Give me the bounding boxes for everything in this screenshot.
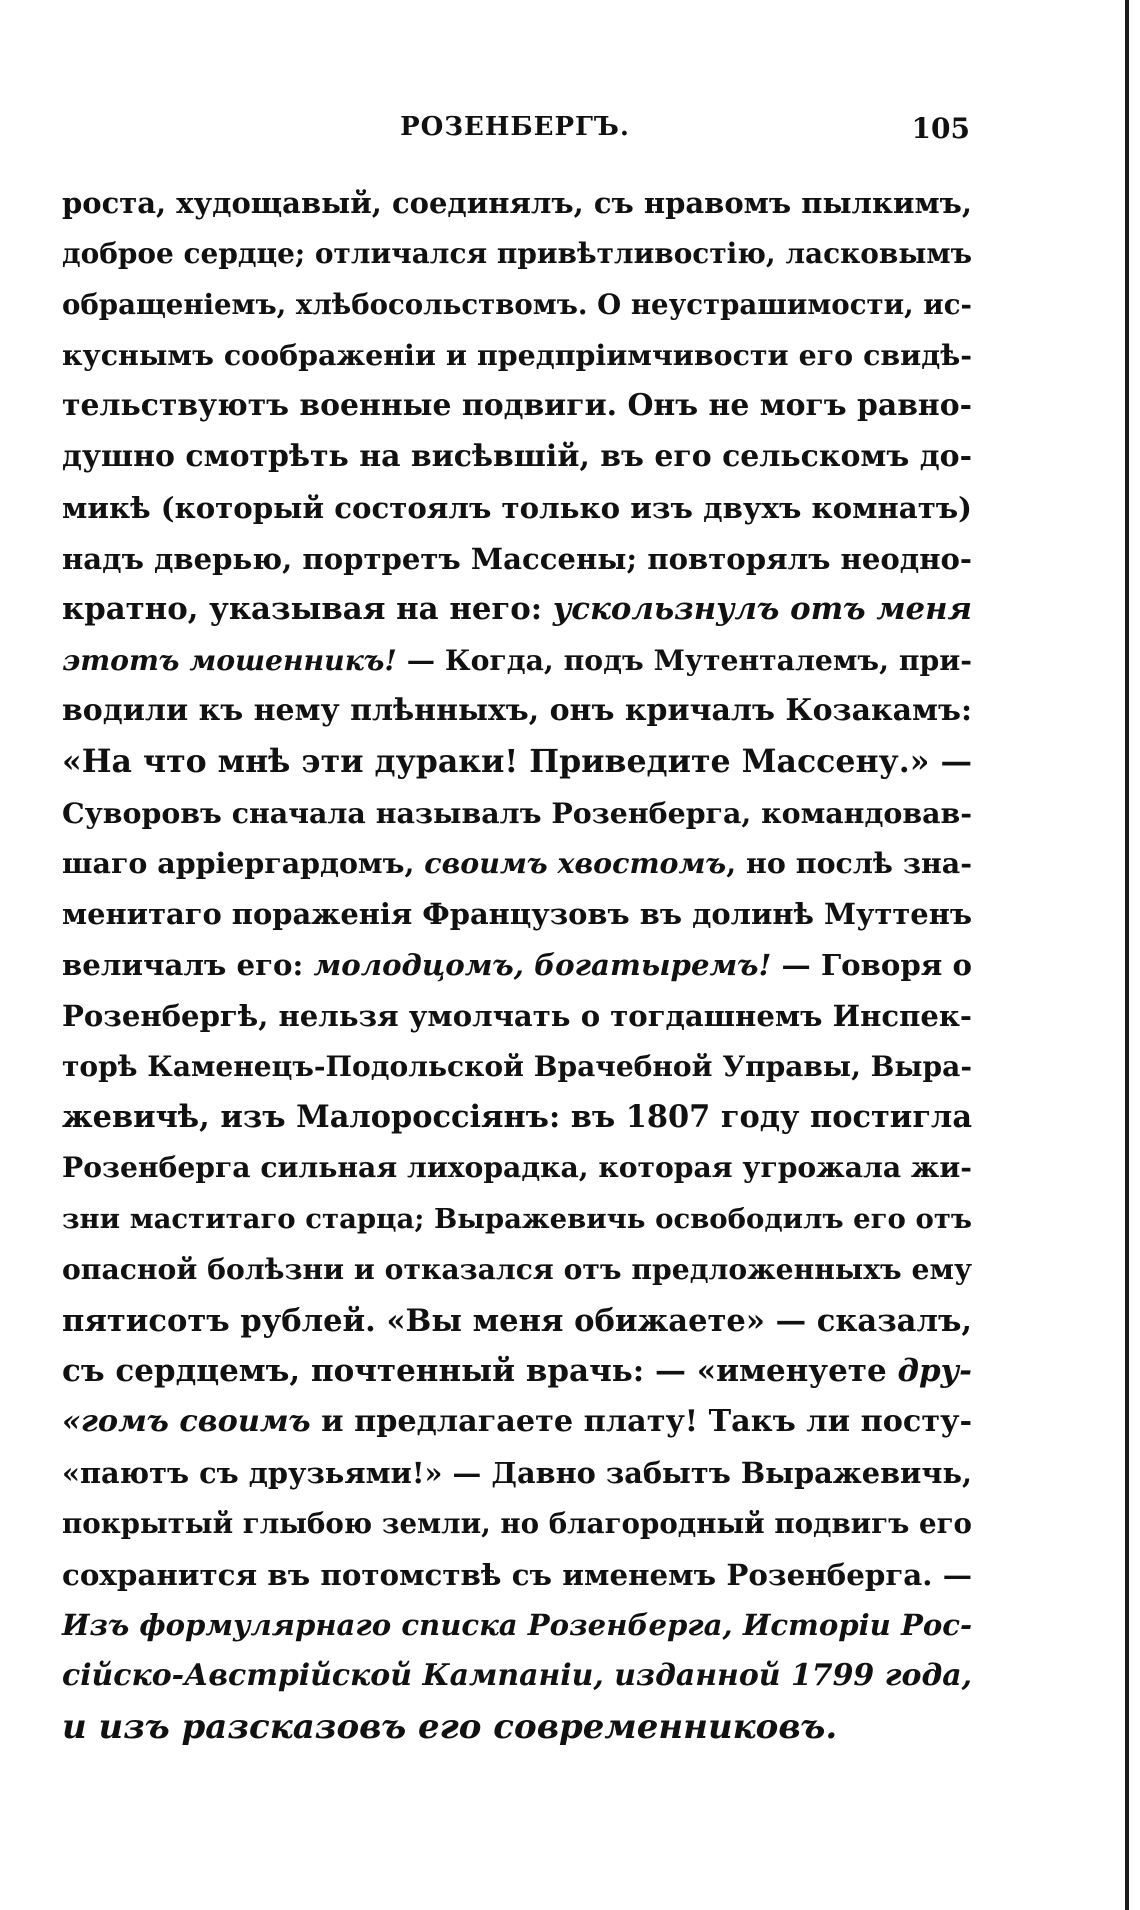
text-segment: Розенберга сильная лихорадка, которая угрожала жи- bbox=[62, 1151, 972, 1185]
text-line bbox=[62, 838, 972, 889]
text-segment: и предлагаете плату! Такъ ли посту- bbox=[310, 1404, 973, 1440]
text-segment: тельствуютъ военные подвиги. Онъ не могъ равно- bbox=[62, 388, 972, 424]
text-segment: куснымъ соображеніи и предпріимчивости его свидѣ- bbox=[62, 338, 972, 373]
text-segment: обращеніемъ, хлѣбосольствомъ. О неустрашимости, ис- bbox=[62, 287, 972, 321]
text-segment: пятисотъ рублей. «Вы меня обижаете» — сказалъ, bbox=[62, 1302, 972, 1339]
text-line bbox=[62, 1143, 972, 1194]
text-line bbox=[62, 1092, 972, 1143]
page-edge-rule bbox=[1125, 0, 1129, 1910]
text-line bbox=[62, 940, 972, 991]
text-line bbox=[62, 1448, 972, 1499]
text-segment: роста, худощавый, соединялъ, съ нравомъ пылкимъ, bbox=[62, 186, 972, 220]
text-segment: Розенбергѣ, нельзя умолчать о тогдашнемъ Инспек- bbox=[62, 998, 972, 1033]
text-line bbox=[62, 991, 972, 1042]
text-line bbox=[62, 1499, 972, 1550]
italic-text-segment: ускользнулъ отъ меня bbox=[552, 591, 973, 628]
text-segment: «паютъ съ друзьями!» — Давно забытъ Выражевичь, bbox=[62, 1455, 972, 1490]
text-segment: , но послѣ зна- bbox=[726, 846, 973, 881]
page-header bbox=[60, 112, 970, 152]
text-segment: — Говоря о bbox=[771, 947, 973, 982]
text-segment: душно смотрѣть на висѣвшій, въ его сельскомъ до- bbox=[62, 438, 972, 474]
text-line bbox=[62, 1042, 972, 1093]
italic-text-segment: «гомъ своимъ bbox=[62, 1404, 311, 1440]
text-line bbox=[62, 1194, 972, 1245]
text-segment: торѣ Каменецъ-Подольской Врачебной Управы, Выра- bbox=[62, 1049, 972, 1083]
text-line bbox=[62, 788, 972, 839]
italic-text-segment: своимъ хвостомъ bbox=[424, 846, 727, 881]
text-segment: менитаго пораженія Французовъ въ долинѣ Муттенъ bbox=[62, 897, 973, 932]
text-segment: зни маститаго старца; Выражевичь освободилъ его отъ bbox=[62, 1202, 972, 1235]
page-number: 105 bbox=[911, 112, 970, 145]
text-line bbox=[62, 1550, 972, 1601]
text-segment: водили къ нему плѣнныхъ, онъ кричалъ Козакамъ: bbox=[62, 692, 972, 728]
text-line bbox=[62, 584, 972, 635]
text-segment: доброе сердце; отличался привѣтливостію, ласковымъ bbox=[62, 236, 972, 270]
text-line bbox=[62, 686, 972, 737]
text-segment: жевичѣ, изъ Малороссіянъ: въ 1807 году постигла bbox=[62, 1099, 972, 1136]
italic-text-segment: и изъ разсказовъ его современниковъ. bbox=[62, 1706, 838, 1747]
text-line bbox=[62, 1296, 972, 1347]
body-text bbox=[62, 178, 972, 1753]
text-line bbox=[62, 737, 972, 788]
text-line bbox=[62, 1245, 972, 1296]
text-line bbox=[62, 1600, 972, 1651]
running-head: РОЗЕНБЕРГЪ. bbox=[400, 112, 630, 142]
text-segment: съ сердцемъ, почтенный врачь: — «именуете bbox=[62, 1353, 898, 1390]
text-line bbox=[62, 381, 972, 432]
text-line bbox=[62, 1651, 972, 1702]
text-line bbox=[62, 432, 972, 483]
text-segment: величалъ его: bbox=[62, 947, 314, 982]
text-line bbox=[62, 1346, 972, 1397]
italic-text-segment: этотъ мошенникъ! bbox=[62, 643, 397, 678]
text-line bbox=[62, 178, 972, 229]
text-line bbox=[62, 1702, 972, 1753]
text-segment: Суворовъ сначала называлъ Розенберга, командовав- bbox=[62, 795, 973, 830]
text-segment: надъ дверью, портретъ Массены; повторялъ неодно- bbox=[62, 541, 973, 576]
text-line bbox=[62, 483, 972, 534]
text-line bbox=[62, 889, 972, 940]
text-segment: сохранится въ потомствѣ съ именемъ Розенберга. — bbox=[62, 1556, 972, 1592]
italic-text-segment: дру- bbox=[897, 1353, 972, 1390]
text-line bbox=[62, 330, 972, 381]
text-segment: «На что мнѣ эти дураки! Приведите Массену.» — bbox=[62, 742, 972, 780]
text-segment: — Когда, подъ Мутенталемъ, при- bbox=[396, 643, 972, 678]
text-segment: опасной болѣзни и отказался отъ предложенныхъ ему bbox=[62, 1252, 972, 1286]
italic-text-segment: молодцомъ, богатыремъ! bbox=[313, 947, 772, 982]
italic-text-segment: сійско-Австрійской Кампаніи, изданной 1799 года, bbox=[62, 1658, 972, 1694]
text-line bbox=[62, 1397, 972, 1448]
text-line bbox=[62, 534, 972, 585]
text-line bbox=[62, 229, 972, 280]
text-segment: шаго арріергардомъ, bbox=[62, 846, 425, 881]
text-line bbox=[62, 280, 972, 331]
text-segment: микѣ (который состоялъ только изъ двухъ комнатъ) bbox=[62, 490, 972, 525]
italic-text-segment: Изъ формулярнаго списка Розенберга, Исторіи Рос- bbox=[62, 1608, 973, 1643]
text-segment: кратно, указывая на него: bbox=[62, 591, 553, 628]
text-line bbox=[62, 635, 972, 686]
text-segment: покрытый глыбою земли, но благородный подвигъ его bbox=[62, 1506, 972, 1540]
